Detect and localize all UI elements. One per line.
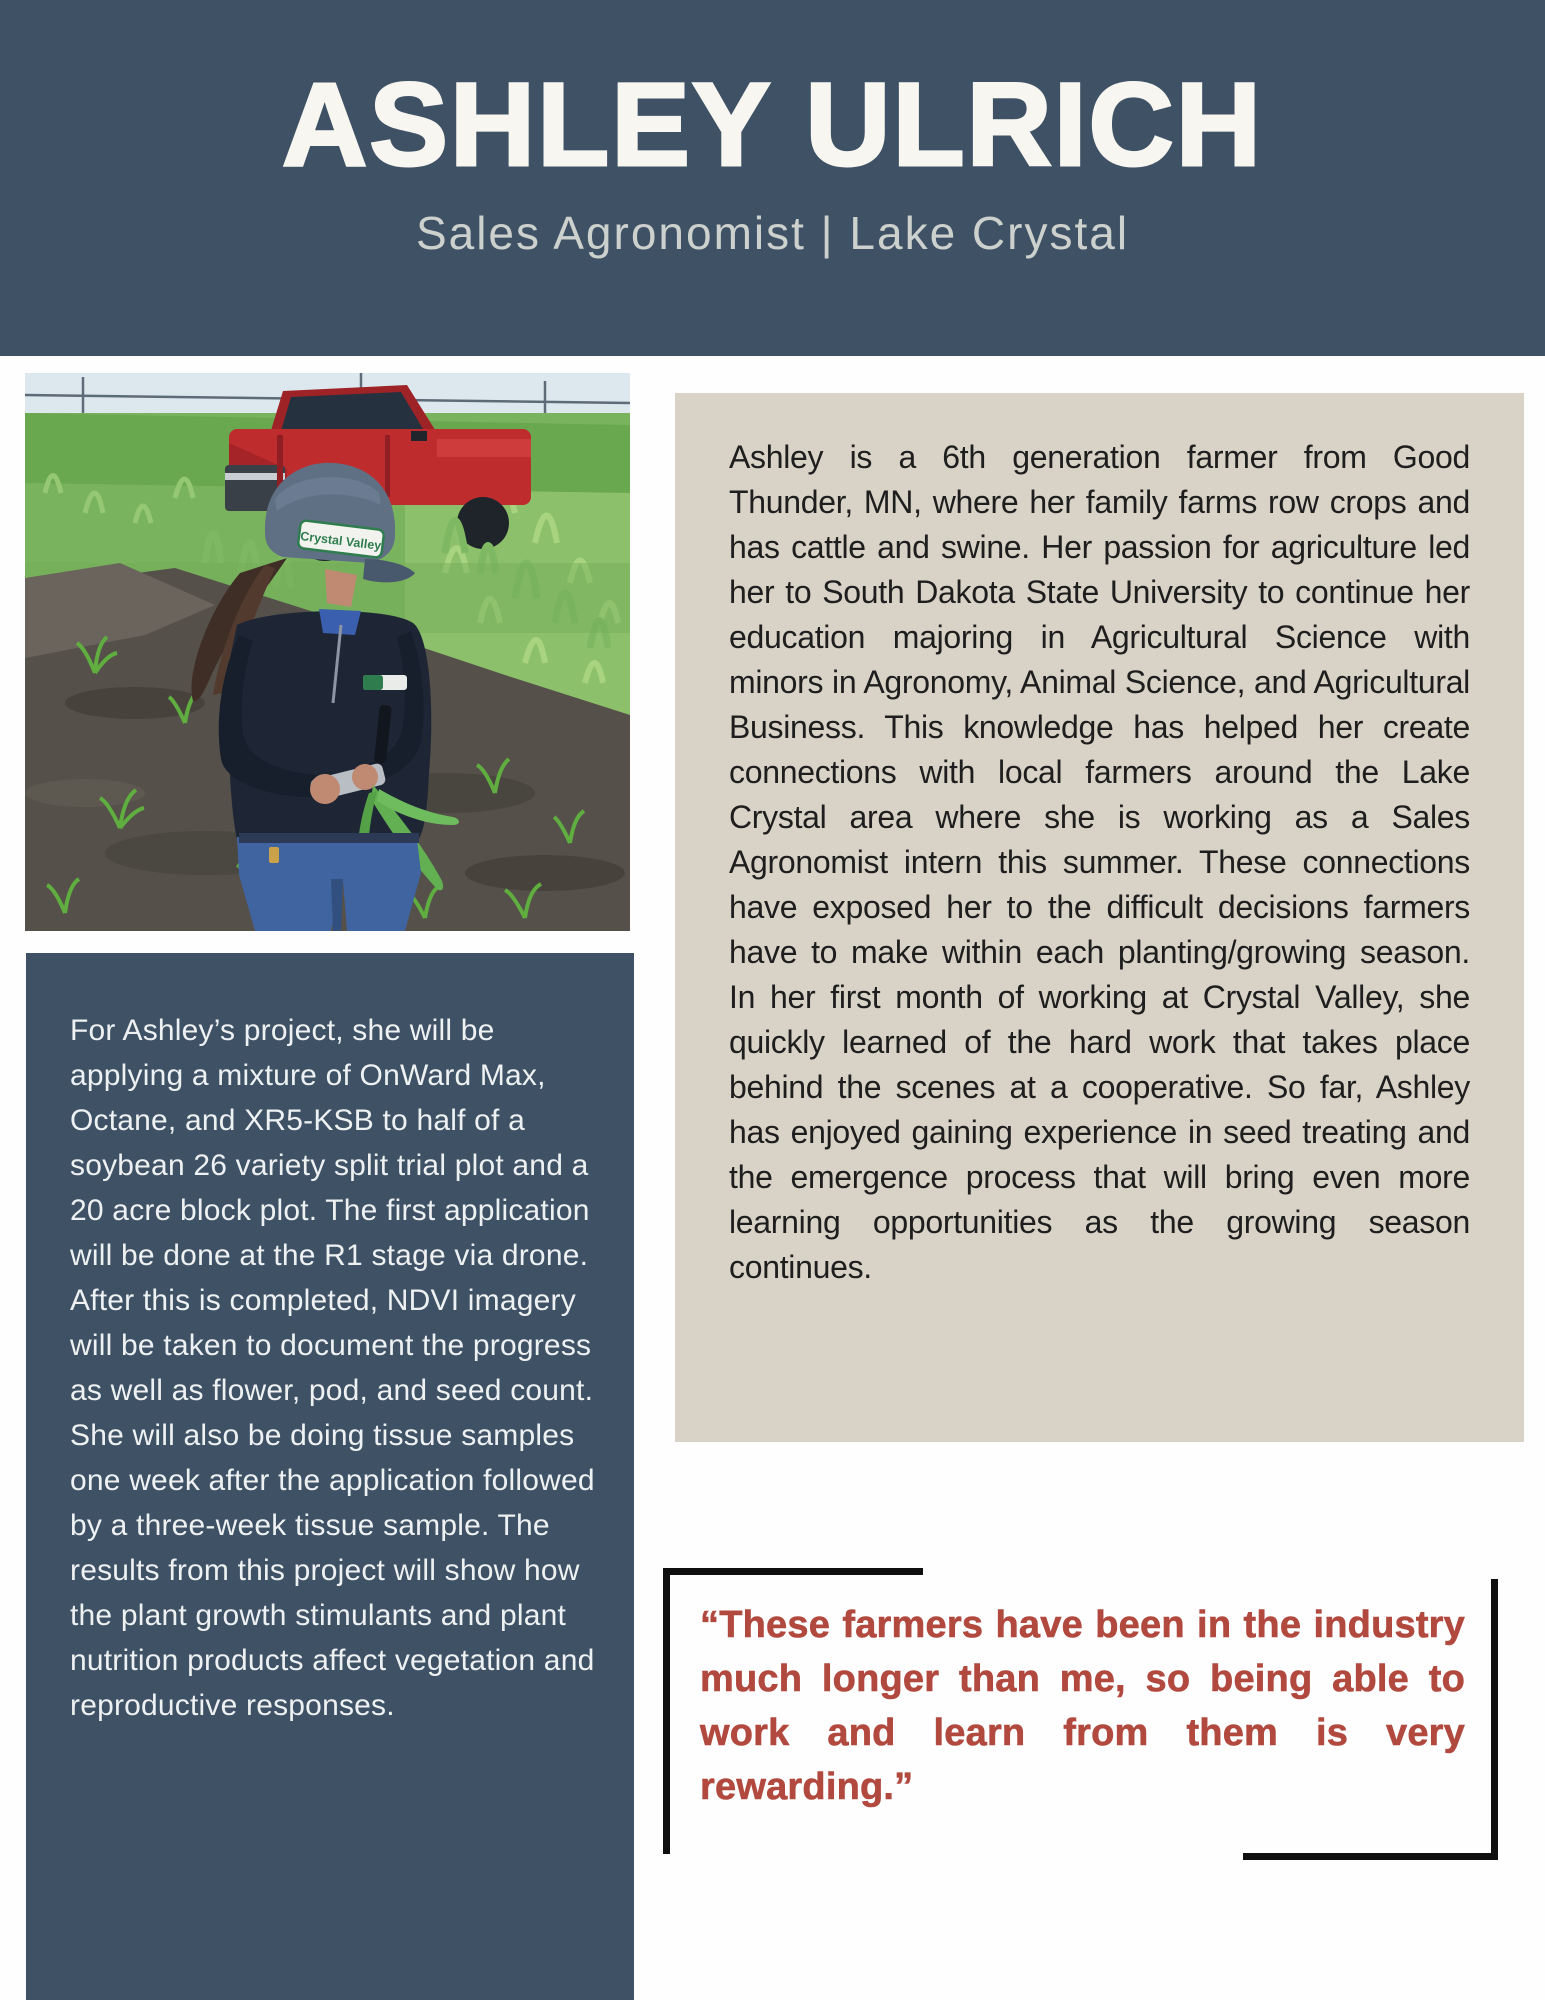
quote-bracket-top-left-horizontal <box>663 1568 923 1575</box>
header <box>0 0 1545 356</box>
jeans <box>237 833 421 931</box>
quote-bracket-top-left-vertical <box>663 1568 670 1854</box>
quote-text: “These farmers have been in the industry much longer than me, so being able to work and learn from them is very rewarding.” <box>700 1604 1465 1808</box>
project-text: For Ashley’s project, she will be applying a mixture of OnWard Max, Octane, and XR5-KSB to half of a soybean 26 variety split trial plot and a 20 acre block plot. The first application will be done at the R1 stage via drone. After this is completed, NDVI imagery will be taken to document the progress as well as flower, pod, and seed count. She will also be doing tissue samples one week after the application followed by a three-week tissue sample. The results from this project will show how the plant growth stimulants and plant nutrition products affect vegetation and reproductive responses. <box>70 1014 595 1722</box>
bio-text: Ashley is a 6th generation farmer from Good Thunder, MN, where her family farms row crops and has cattle and swine. Her passion for agriculture led her to South Dakota State University to continue her education majoring in Agricultural Science with minors in Agronomy, Animal Science, and Agricultural Business. This knowledge has helped her create connections with local farmers around the Lake Crystal area where she is working as a Sales Agronomist intern this summer. These connections have exposed her to the difficult decisions farmers have to make within each planting/growing season. In her first month of working at Crystal Valley, she quickly learned of the hard work that takes place behind the scenes at a cooperative. So far, Ashley has enjoyed gaining experience in seed treating and the emergence process that will bring even more learning opportunities as the growing season continues. <box>729 439 1470 1285</box>
project-card <box>26 953 634 2000</box>
cap-patch-label: Crystal Valley <box>299 529 382 553</box>
profile-photo-illustration <box>25 373 630 931</box>
quote-bracket-bottom-right-horizontal <box>1243 1853 1498 1860</box>
profile-photo <box>25 373 630 931</box>
page-subtitle: Sales Agronomist | Lake Crystal <box>415 207 1130 259</box>
page-title: ASHLEY ULRICH <box>281 59 1263 191</box>
quote-bracket-bottom-right-vertical <box>1491 1579 1498 1860</box>
bio-card <box>675 393 1524 1442</box>
